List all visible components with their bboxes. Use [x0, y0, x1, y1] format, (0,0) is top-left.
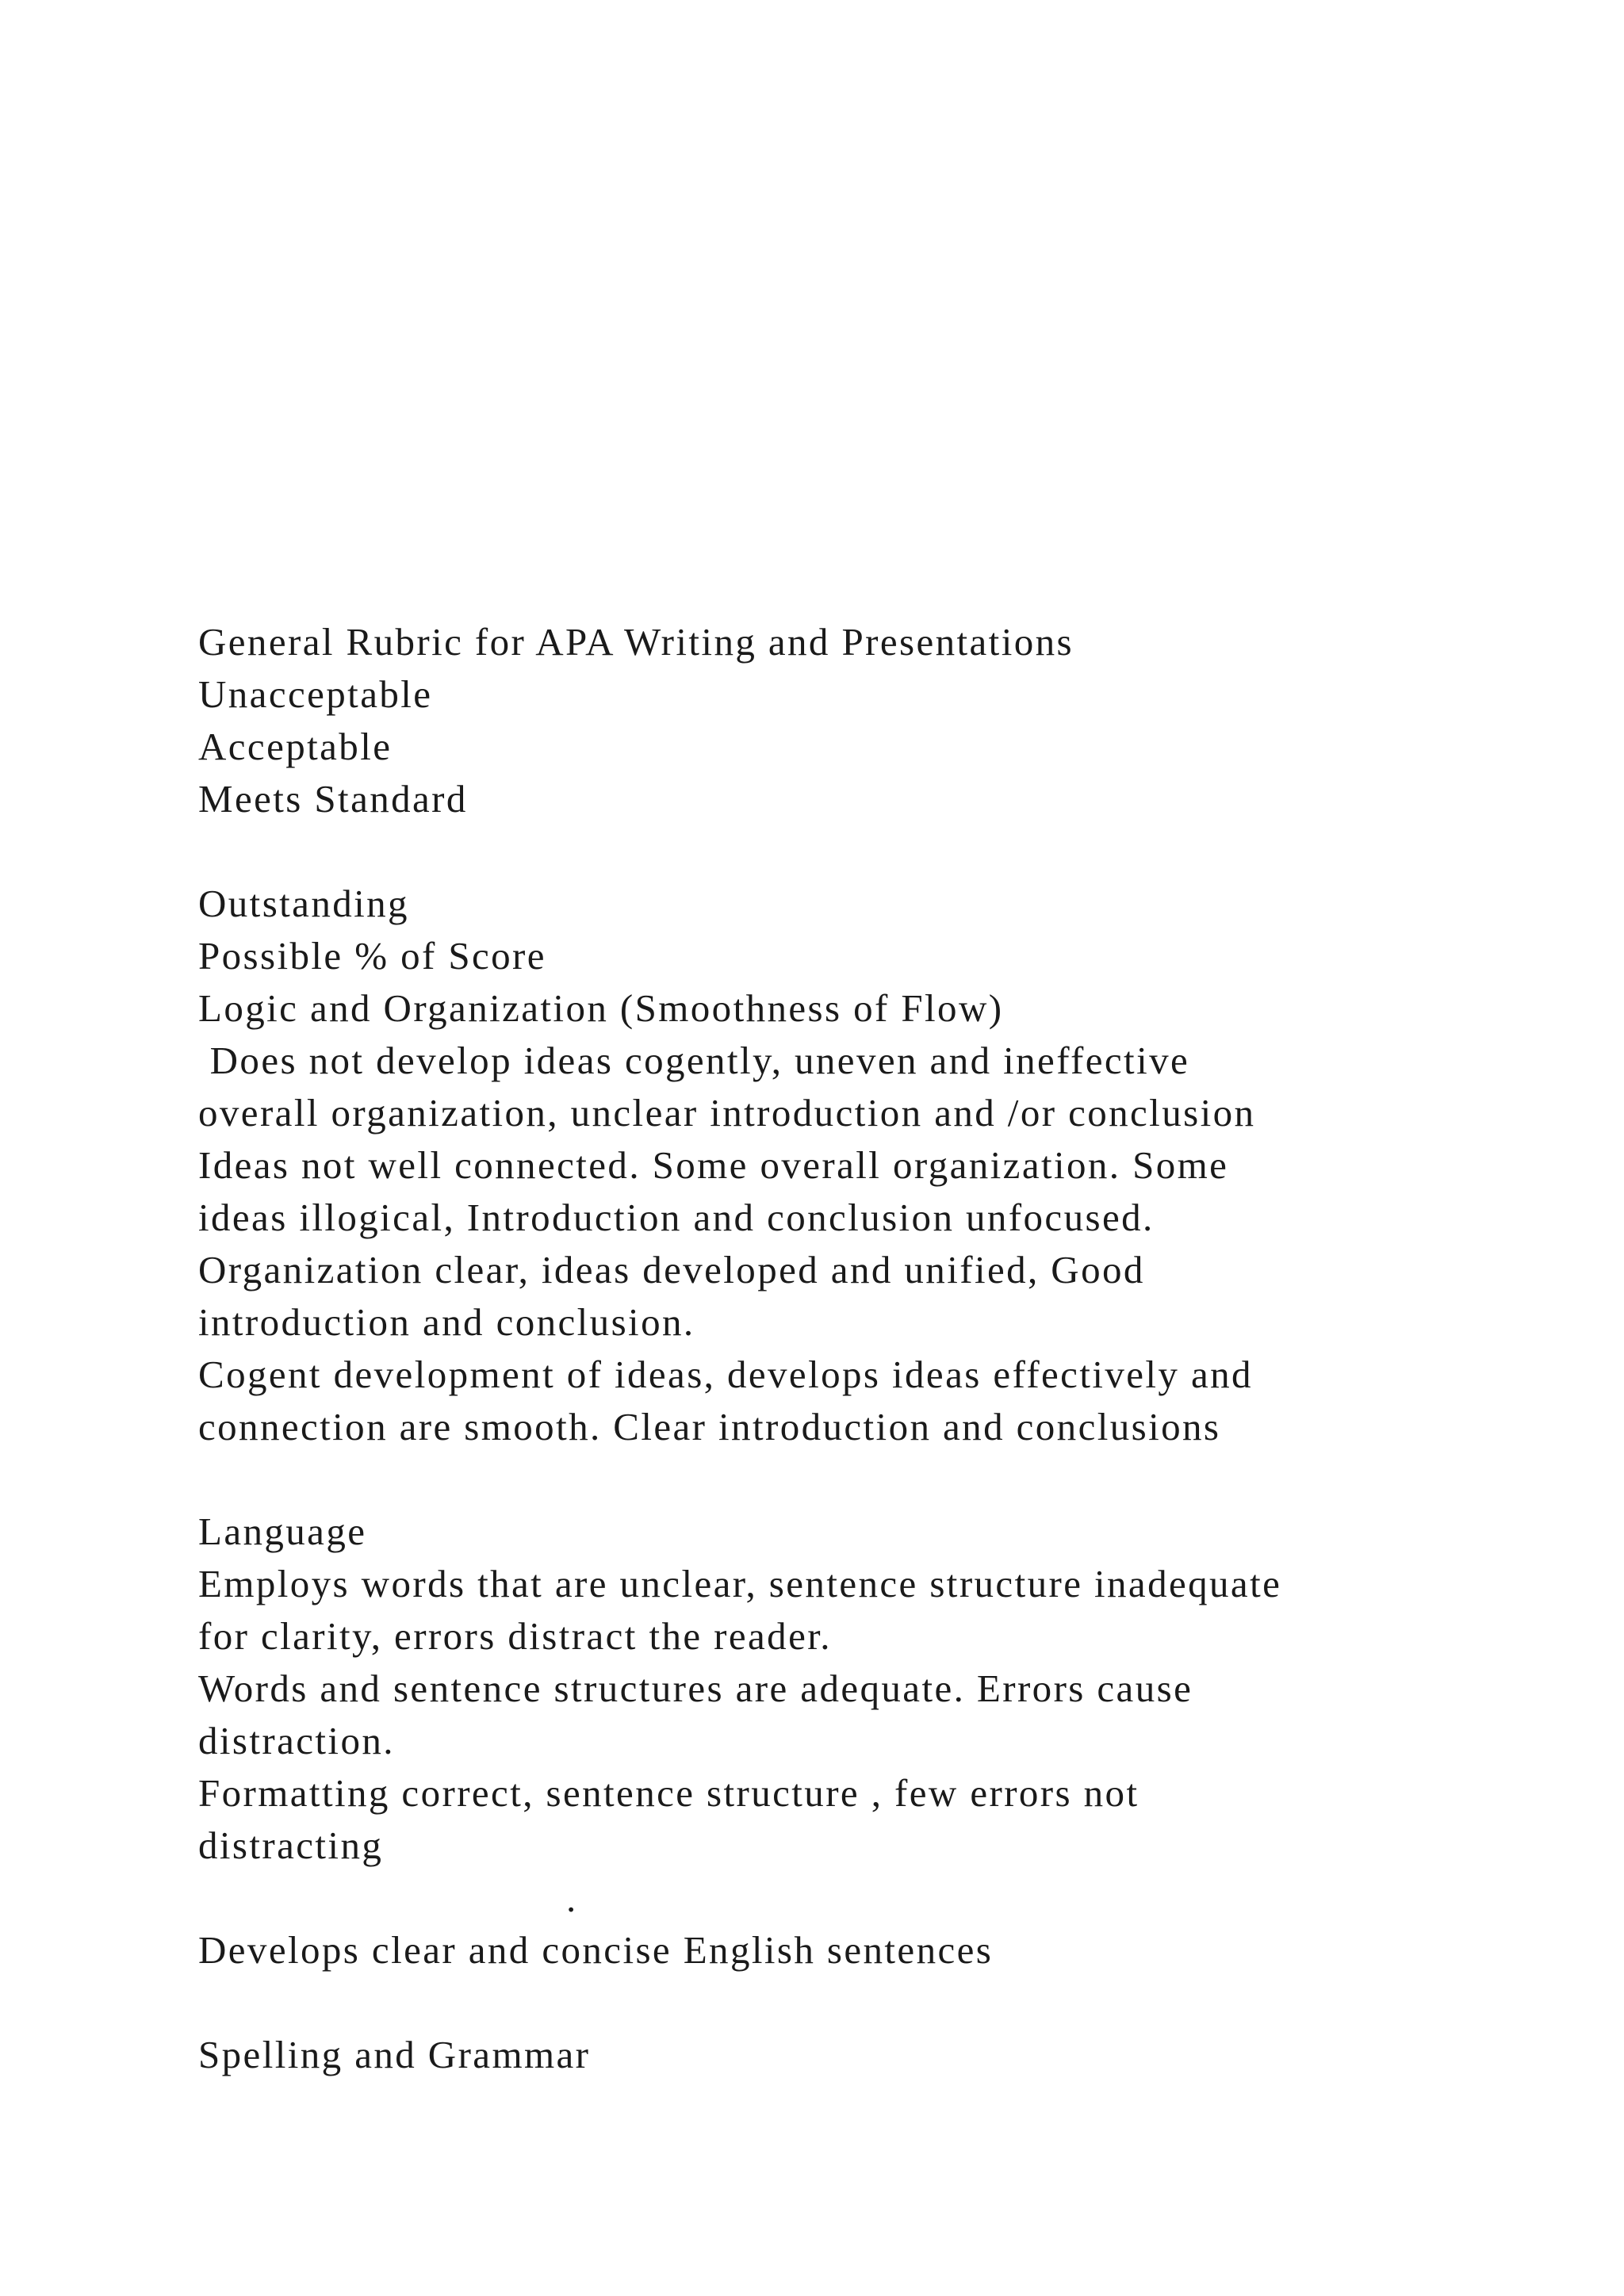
- document-title: General Rubric for APA Writing and Presentations: [198, 620, 1074, 664]
- criterion-text-line: Cogent development of ideas, develops ideas effectively and: [198, 1353, 1253, 1396]
- criterion-text-line: introduction and conclusion.: [198, 1300, 695, 1344]
- criterion-text-line: Formatting correct, sentence structure , few errors not: [198, 1771, 1139, 1815]
- criterion-text-line: Organization clear, ideas developed and unified, Good: [198, 1248, 1145, 1292]
- criterion-text-line: overall organization, unclear introduction and /or conclusion: [198, 1091, 1256, 1135]
- stray-period-mark: .: [566, 1877, 576, 1920]
- criterion-text-line: Does not develop ideas cogently, uneven and ineffective: [198, 1039, 1190, 1082]
- criterion-text-line: for clarity, errors distract the reader.: [198, 1614, 832, 1658]
- criterion-text-line: Ideas not well connected. Some overall organization. Some: [198, 1143, 1229, 1187]
- level-unacceptable: Unacceptable: [198, 672, 433, 716]
- level-acceptable: Acceptable: [198, 725, 393, 768]
- criterion-text-line: Words and sentence structures are adequate. Errors cause: [198, 1667, 1193, 1710]
- criterion-title: Spelling and Grammar: [198, 2033, 591, 2076]
- criterion-title: Logic and Organization (Smoothness of Flow): [198, 986, 1004, 1030]
- possible-score-heading: Possible % of Score: [198, 934, 546, 978]
- criterion-text-line: distraction.: [198, 1719, 395, 1762]
- criterion-text-line: distracting: [198, 1823, 384, 1867]
- criterion-text-line: ideas illogical, Introduction and conclusion unfocused.: [198, 1196, 1155, 1239]
- criterion-title: Language: [198, 1510, 367, 1553]
- level-meets-standard: Meets Standard: [198, 777, 468, 821]
- criterion-text-line: Develops clear and concise English sentences: [198, 1928, 994, 1972]
- criterion-text-line: Employs words that are unclear, sentence structure inadequate: [198, 1562, 1282, 1605]
- criterion-text-line: connection are smooth. Clear introduction and conclusions: [198, 1405, 1221, 1448]
- level-outstanding: Outstanding: [198, 882, 409, 925]
